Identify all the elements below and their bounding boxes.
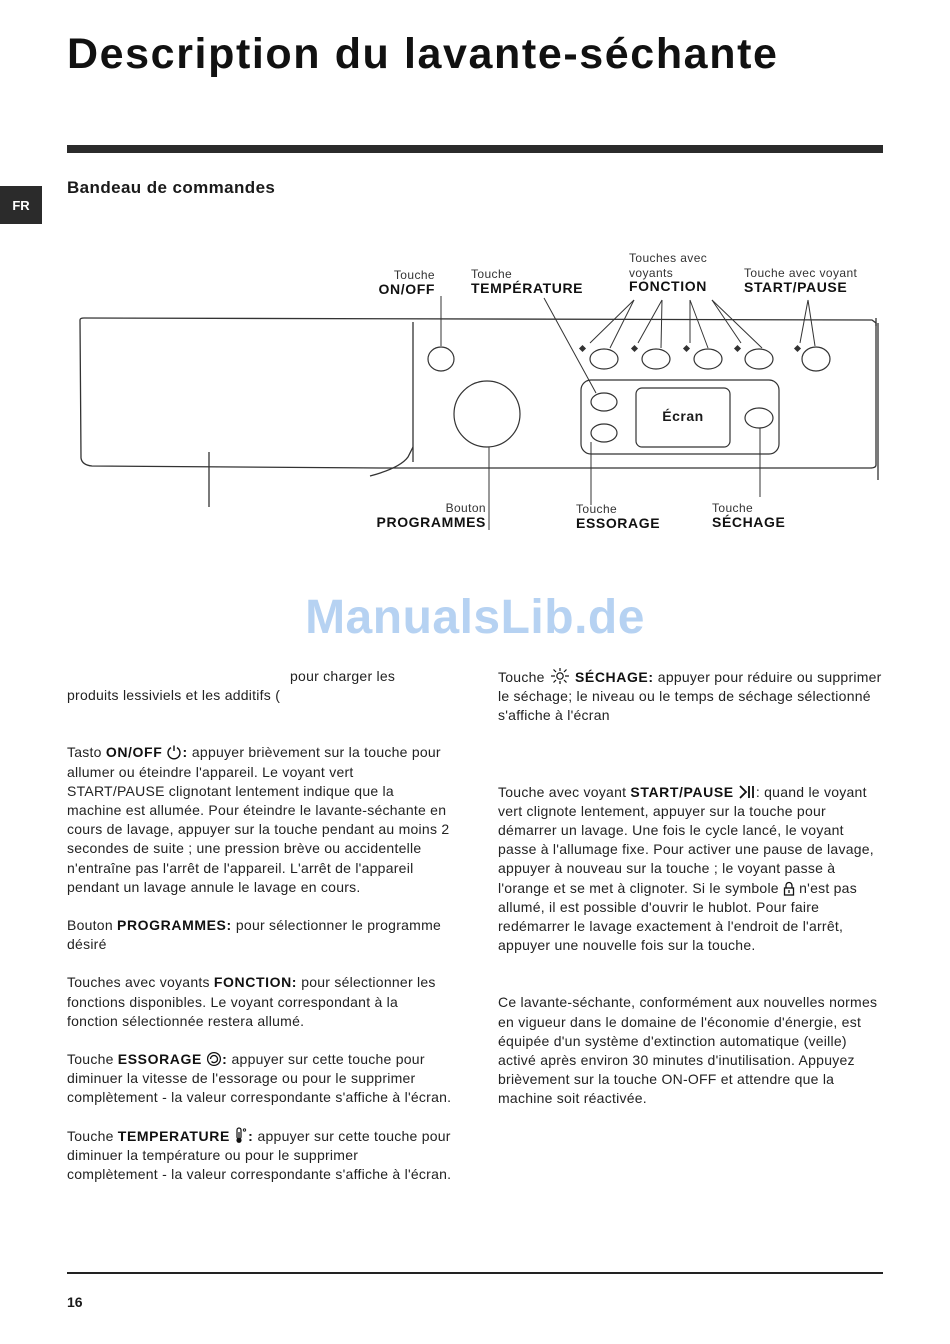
fonction-label-small-1: Touches avec xyxy=(629,251,708,265)
spin-icon xyxy=(206,1051,222,1067)
play-pause-icon xyxy=(738,784,756,800)
fonction-led-2 xyxy=(631,345,638,352)
sechage-label: SÉCHAGE xyxy=(712,514,786,530)
paragraph-fonction: Touches avec voyants FONCTION: pour sélectionner les fonctions disponibles. Le voyant correspondant à la fonction sélectionnée restera allumé. xyxy=(67,974,436,1029)
section-heading: Bandeau de commandes xyxy=(67,178,276,197)
lock-icon xyxy=(783,881,795,896)
display-label: Écran xyxy=(662,408,704,424)
fonction-led-1 xyxy=(579,345,586,352)
page-title: Description du lavante-séchante xyxy=(67,30,779,78)
fonction-button-3[interactable] xyxy=(694,349,722,369)
paragraph-drawer-line-1: pour charger les xyxy=(290,668,396,684)
fonction-button-1[interactable] xyxy=(590,349,618,369)
onoff-label: ON/OFF xyxy=(378,281,435,297)
thermometer-icon xyxy=(234,1127,248,1144)
startpause-led xyxy=(794,345,801,352)
power-icon xyxy=(166,744,182,760)
programmes-label-small: Bouton xyxy=(445,501,486,515)
fonction-led-4 xyxy=(734,345,741,352)
right-column xyxy=(498,667,883,1109)
paragraph-drawer-line-2: produits lessiviels et les additifs ( xyxy=(67,687,281,704)
startpause-label: START/PAUSE xyxy=(744,279,848,295)
temperature-label: TEMPÉRATURE xyxy=(471,280,584,296)
startpause-button[interactable] xyxy=(802,347,830,371)
sechage-label-small: Touche xyxy=(712,501,754,515)
paragraph-programmes: Bouton PROGRAMMES: pour sélectionner le programme désiré xyxy=(67,917,442,953)
footer-rule xyxy=(67,1272,883,1274)
programmes-label: PROGRAMMES xyxy=(376,514,486,530)
temperature-label-small: Touche xyxy=(471,267,513,281)
essorage-button[interactable] xyxy=(591,424,617,442)
fonction-label: FONCTION xyxy=(629,278,707,294)
page-number: 16 xyxy=(67,1294,83,1310)
essorage-label-small: Touche xyxy=(576,502,618,516)
paragraph-sechage: Touche SÉCHAGE: appuyer pour réduire ou supprimer le séchage; le niveau ou le temps de séchage sélectionné s'affiche à l'écran xyxy=(498,669,882,724)
language-tab: FR xyxy=(0,186,42,224)
fonction-button-2[interactable] xyxy=(642,349,670,369)
paragraph-startpause: Touche avec voyant START/PAUSE : quand le voyant vert clignote lentement, appuyer sur la touche pour démarrer un lavage. Une fois le cycle lancé, le voyant passe à l'allumage fixe. Pour activer une pause de lavage, appuyer à nouveau sur la touche ; le voyant passe à l'orange et se met à clignoter. Si le symbole n'est pas allumé, il est possible d'ouvrir le hublot. Pour faire redémarrer le lavage exactement à l'endroit de l'arrêt, appuyer une nouvelle fois sur la touche. xyxy=(498,783,874,954)
paragraph-essorage: Touche ESSORAGE : appuyer sur cette touche pour diminuer la vitesse de l'essorage ou pour le supprimer complètement - la valeur correspondante s'affiche à l'écran. xyxy=(67,1051,452,1106)
temperature-button[interactable] xyxy=(591,393,617,411)
fonction-button-4[interactable] xyxy=(745,349,773,369)
drying-icon xyxy=(549,667,571,685)
fonction-label-small-2: voyants xyxy=(629,266,674,280)
fonction-led-3 xyxy=(683,345,690,352)
startpause-label-small: Touche avec voyant xyxy=(744,266,858,280)
onoff-label-small: Touche xyxy=(393,268,435,282)
title-rule xyxy=(67,145,883,153)
onoff-button[interactable] xyxy=(428,347,454,371)
sechage-button[interactable] xyxy=(745,408,773,428)
programmes-knob[interactable] xyxy=(454,381,520,447)
paragraph-onoff: Tasto ON/OFF : appuyer brièvement sur la touche pour allumer ou éteindre l'appareil. Le voyant vert START/PAUSE clignotant lentement indique que la machine est allumée. Pour éteindre le lavante-séchante en cours de lavage, appuyer sur la touche pendant au moins 2 secondes de suite ; une pression brève ou accidentelle n'entraîne pas l'arrêt de l'appareil. L'arrêt de l'appareil pendant un lavage annule le lavage en cours. xyxy=(67,744,450,895)
drawer-edge xyxy=(370,447,413,476)
essorage-label: ESSORAGE xyxy=(576,515,661,531)
left-column xyxy=(67,667,452,1184)
watermark: ManualsLib.de xyxy=(305,591,645,644)
paragraph-temperature: Touche TEMPERATURE : appuyer sur cette touche pour diminuer la température ou pour le supprimer complètement - la valeur correspondante s'affiche à l'écran. xyxy=(67,1127,452,1183)
paragraph-standby: Ce lavante-séchante, conformément aux nouvelles normes en vigueur dans le domaine de l'économie d'énergie, est équipée d'un système d'extinction automatique (veille) activé après environ 30 minutes d'inutilisation. Appuyez brièvement sur la touche ON-OFF et attendre que la machine soit réactivée. xyxy=(498,994,878,1107)
